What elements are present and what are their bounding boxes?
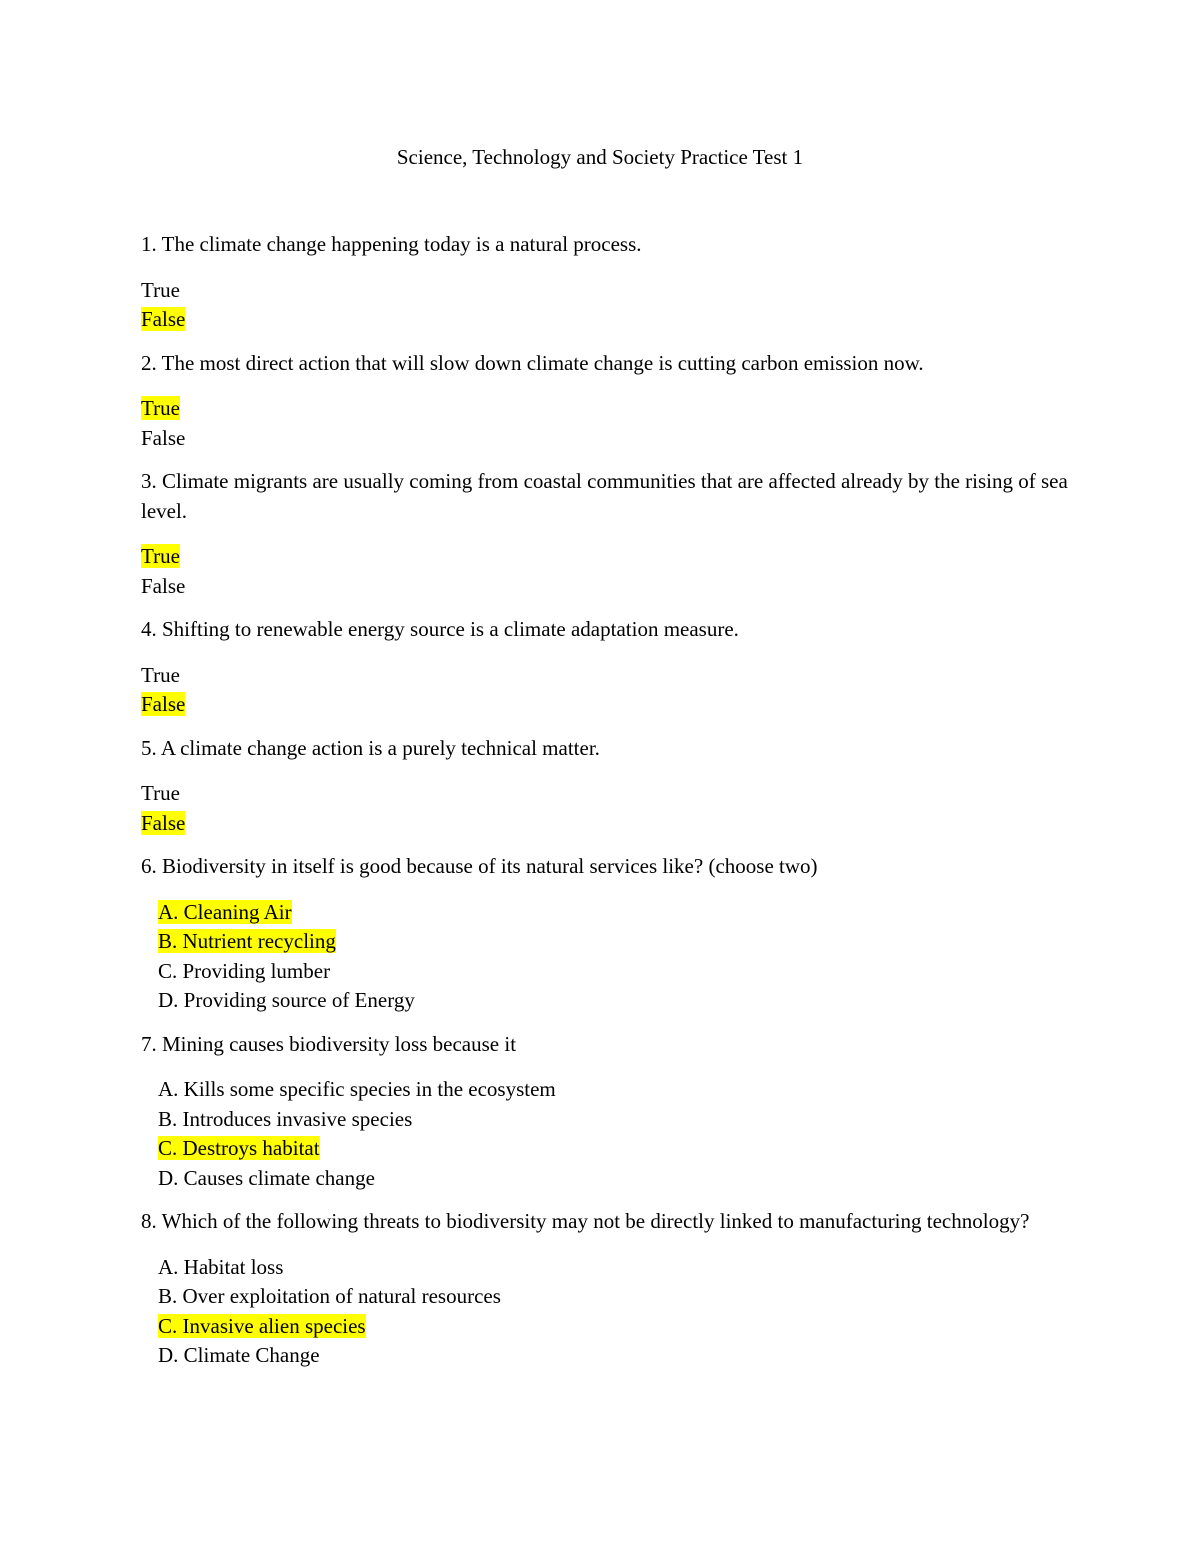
- option-label: D. Providing source of Energy: [158, 988, 415, 1012]
- option-label: B. Nutrient recycling: [158, 929, 336, 953]
- answer-option: [158, 1341, 1076, 1371]
- answer-option: [141, 276, 1076, 306]
- question-8: [141, 1207, 1076, 1371]
- question-6: [141, 852, 1076, 1016]
- answer-option: [158, 1105, 1076, 1135]
- answer-option: [158, 1164, 1076, 1194]
- question-1: [141, 230, 1076, 335]
- question-text: 1. The climate change happening today is a natural process.: [141, 232, 642, 256]
- answer-option-highlighted: [158, 1134, 1076, 1164]
- answer-option-highlighted: [141, 394, 1076, 424]
- option-label: False: [141, 425, 186, 450]
- question-text: 7. Mining causes biodiversity loss because it: [141, 1031, 517, 1056]
- question-text: 3. Climate migrants are usually coming from coastal communities that are affected already by the rising of sea level.: [141, 469, 1068, 523]
- question-5: [141, 734, 1076, 839]
- answer-option-highlighted: [141, 542, 1076, 572]
- option-label: False: [141, 307, 186, 331]
- question-7: [141, 1030, 1076, 1194]
- questions-list: [141, 230, 1076, 1385]
- question-text: 5. A climate change action is a purely technical matter.: [141, 735, 600, 760]
- option-label: A. Cleaning Air: [158, 899, 292, 924]
- option-label: C. Invasive alien species: [158, 1313, 366, 1338]
- option-label: False: [141, 810, 186, 835]
- answer-option: [158, 1075, 1076, 1105]
- question-text: 6. Biodiversity in itself is good because of its natural services like? (choose two): [141, 854, 818, 878]
- answer-option: [141, 779, 1076, 809]
- question-4: [141, 615, 1076, 720]
- option-label: True: [141, 544, 180, 568]
- question-text: 2. The most direct action that will slow down climate change is cutting carbon emission now.: [141, 350, 924, 375]
- answer-options: [141, 779, 1076, 838]
- answer-option: [158, 1282, 1076, 1312]
- option-label: B. Introduces invasive species: [158, 1106, 413, 1131]
- question-2: [141, 349, 1076, 454]
- question-text: 8. Which of the following threats to biodiversity may not be directly linked to manufacturing technology?: [141, 1209, 1030, 1233]
- question-3: [141, 467, 1076, 601]
- answer-options: [141, 1075, 1076, 1193]
- answer-option: [141, 424, 1076, 454]
- option-label: C. Destroys habitat: [158, 1136, 320, 1160]
- answer-option-highlighted: [141, 305, 1076, 335]
- answer-option-highlighted: [158, 898, 1076, 928]
- option-label: A. Kills some specific species in the ecosystem: [158, 1077, 556, 1101]
- option-label: False: [141, 692, 186, 716]
- answer-option: [141, 661, 1076, 691]
- answer-options: [141, 1253, 1076, 1371]
- document-title: Science, Technology and Society Practice Test 1: [396, 145, 804, 169]
- option-label: D. Causes climate change: [158, 1165, 375, 1190]
- option-label: False: [141, 573, 186, 598]
- option-label: A. Habitat loss: [158, 1254, 284, 1279]
- answer-option: [158, 986, 1076, 1016]
- answer-option-highlighted: [158, 1312, 1076, 1342]
- option-label: C. Providing lumber: [158, 958, 331, 983]
- option-label: B. Over exploitation of natural resources: [158, 1284, 501, 1308]
- answer-option: [158, 1253, 1076, 1283]
- question-text: 4. Shifting to renewable energy source is a climate adaptation measure.: [141, 617, 739, 641]
- answer-options: [141, 898, 1076, 1016]
- answer-option: [141, 572, 1076, 602]
- option-label: True: [141, 277, 180, 302]
- answer-options: [141, 394, 1076, 453]
- answer-option-highlighted: [158, 927, 1076, 957]
- answer-option-highlighted: [141, 809, 1076, 839]
- answer-options: [141, 661, 1076, 720]
- option-label: True: [141, 781, 180, 805]
- answer-option: [158, 957, 1076, 987]
- option-label: D. Climate Change: [158, 1343, 320, 1367]
- answer-options: [141, 276, 1076, 335]
- answer-options: [141, 542, 1076, 601]
- answer-option-highlighted: [141, 690, 1076, 720]
- option-label: True: [141, 396, 180, 420]
- option-label: True: [141, 662, 180, 687]
